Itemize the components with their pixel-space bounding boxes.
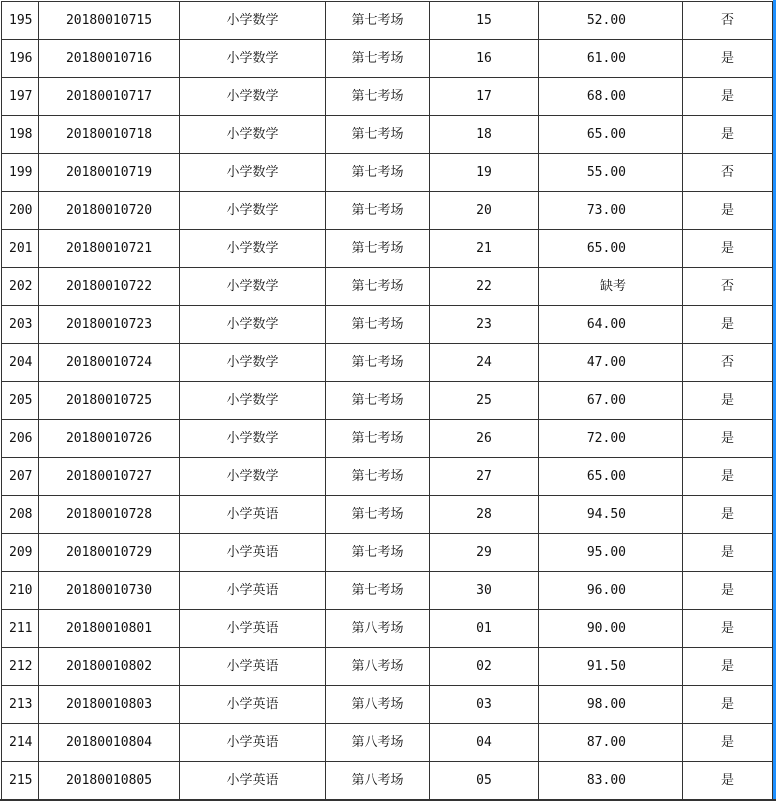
seat-number-cell: 24 [430, 344, 539, 382]
candidate-number-cell: 20180010729 [39, 534, 180, 572]
seat-number-cell: 01 [430, 610, 539, 648]
seat-number-cell: 23 [430, 306, 539, 344]
candidate-number-cell: 20180010718 [39, 116, 180, 154]
seat-number-cell: 30 [430, 572, 539, 610]
subject-cell: 小学英语 [180, 762, 326, 800]
row-index-cell: 196 [2, 40, 39, 78]
score-cell: 73.00 [539, 192, 683, 230]
qualified-cell: 否 [683, 154, 773, 192]
exam-site-cell: 第七考场 [326, 154, 430, 192]
table-row [2, 686, 773, 724]
score-cell: 65.00 [539, 458, 683, 496]
candidate-number-cell: 20180010721 [39, 230, 180, 268]
subject-cell: 小学数学 [180, 2, 326, 40]
score-table [1, 1, 773, 800]
score-cell: 91.50 [539, 648, 683, 686]
score-cell: 65.00 [539, 230, 683, 268]
score-cell: 95.00 [539, 534, 683, 572]
subject-cell: 小学数学 [180, 40, 326, 78]
seat-number-cell: 05 [430, 762, 539, 800]
qualified-cell: 是 [683, 648, 773, 686]
row-index-cell: 202 [2, 268, 39, 306]
subject-cell: 小学英语 [180, 610, 326, 648]
exam-site-cell: 第七考场 [326, 78, 430, 116]
row-index-cell: 210 [2, 572, 39, 610]
seat-number-cell: 04 [430, 724, 539, 762]
row-index-cell: 209 [2, 534, 39, 572]
candidate-number-cell: 20180010802 [39, 648, 180, 686]
qualified-cell: 否 [683, 2, 773, 40]
candidate-number-cell: 20180010805 [39, 762, 180, 800]
seat-number-cell: 26 [430, 420, 539, 458]
score-cell: 61.00 [539, 40, 683, 78]
seat-number-cell: 27 [430, 458, 539, 496]
score-cell: 65.00 [539, 116, 683, 154]
row-index-cell: 212 [2, 648, 39, 686]
exam-site-cell: 第七考场 [326, 458, 430, 496]
subject-cell: 小学数学 [180, 344, 326, 382]
qualified-cell: 是 [683, 420, 773, 458]
qualified-cell: 是 [683, 116, 773, 154]
score-cell: 64.00 [539, 306, 683, 344]
candidate-number-cell: 20180010715 [39, 2, 180, 40]
subject-cell: 小学英语 [180, 572, 326, 610]
subject-cell: 小学数学 [180, 230, 326, 268]
qualified-cell: 是 [683, 458, 773, 496]
seat-number-cell: 18 [430, 116, 539, 154]
table-body [2, 2, 773, 800]
exam-site-cell: 第七考场 [326, 116, 430, 154]
score-cell: 52.00 [539, 2, 683, 40]
row-index-cell: 200 [2, 192, 39, 230]
candidate-number-cell: 20180010723 [39, 306, 180, 344]
seat-number-cell: 03 [430, 686, 539, 724]
exam-site-cell: 第七考场 [326, 496, 430, 534]
exam-site-cell: 第七考场 [326, 572, 430, 610]
qualified-cell: 否 [683, 344, 773, 382]
table-row [2, 724, 773, 762]
score-cell: 87.00 [539, 724, 683, 762]
subject-cell: 小学数学 [180, 458, 326, 496]
exam-site-cell: 第八考场 [326, 648, 430, 686]
seat-number-cell: 25 [430, 382, 539, 420]
exam-site-cell: 第七考场 [326, 420, 430, 458]
qualified-cell: 否 [683, 268, 773, 306]
seat-number-cell: 16 [430, 40, 539, 78]
exam-site-cell: 第七考场 [326, 382, 430, 420]
row-index-cell: 206 [2, 420, 39, 458]
seat-number-cell: 02 [430, 648, 539, 686]
row-index-cell: 195 [2, 2, 39, 40]
candidate-number-cell: 20180010803 [39, 686, 180, 724]
row-index-cell: 203 [2, 306, 39, 344]
candidate-number-cell: 20180010727 [39, 458, 180, 496]
qualified-cell: 是 [683, 686, 773, 724]
candidate-number-cell: 20180010717 [39, 78, 180, 116]
row-index-cell: 214 [2, 724, 39, 762]
exam-site-cell: 第七考场 [326, 2, 430, 40]
score-cell: 94.50 [539, 496, 683, 534]
exam-site-cell: 第八考场 [326, 610, 430, 648]
candidate-number-cell: 20180010730 [39, 572, 180, 610]
table-row [2, 648, 773, 686]
table-row [2, 420, 773, 458]
table-row [2, 2, 773, 40]
subject-cell: 小学英语 [180, 648, 326, 686]
qualified-cell: 是 [683, 610, 773, 648]
score-cell: 90.00 [539, 610, 683, 648]
subject-cell: 小学数学 [180, 306, 326, 344]
seat-number-cell: 28 [430, 496, 539, 534]
table-row [2, 268, 773, 306]
score-cell: 55.00 [539, 154, 683, 192]
table-row [2, 78, 773, 116]
subject-cell: 小学数学 [180, 78, 326, 116]
table-row [2, 192, 773, 230]
row-index-cell: 199 [2, 154, 39, 192]
row-index-cell: 205 [2, 382, 39, 420]
candidate-number-cell: 20180010801 [39, 610, 180, 648]
score-cell: 67.00 [539, 382, 683, 420]
qualified-cell: 是 [683, 496, 773, 534]
subject-cell: 小学英语 [180, 724, 326, 762]
row-index-cell: 215 [2, 762, 39, 800]
candidate-number-cell: 20180010724 [39, 344, 180, 382]
exam-site-cell: 第七考场 [326, 268, 430, 306]
table-row [2, 154, 773, 192]
table-row [2, 458, 773, 496]
subject-cell: 小学数学 [180, 268, 326, 306]
seat-number-cell: 15 [430, 2, 539, 40]
exam-site-cell: 第七考场 [326, 230, 430, 268]
subject-cell: 小学英语 [180, 534, 326, 572]
seat-number-cell: 21 [430, 230, 539, 268]
table-row [2, 230, 773, 268]
subject-cell: 小学数学 [180, 382, 326, 420]
score-cell: 缺考 [539, 268, 683, 306]
table-row [2, 306, 773, 344]
table-row [2, 116, 773, 154]
table-row [2, 610, 773, 648]
subject-cell: 小学英语 [180, 496, 326, 534]
row-index-cell: 208 [2, 496, 39, 534]
subject-cell: 小学数学 [180, 192, 326, 230]
exam-site-cell: 第八考场 [326, 686, 430, 724]
candidate-number-cell: 20180010719 [39, 154, 180, 192]
table-row [2, 344, 773, 382]
exam-site-cell: 第八考场 [326, 762, 430, 800]
row-index-cell: 197 [2, 78, 39, 116]
candidate-number-cell: 20180010716 [39, 40, 180, 78]
row-index-cell: 213 [2, 686, 39, 724]
score-cell: 98.00 [539, 686, 683, 724]
qualified-cell: 是 [683, 192, 773, 230]
seat-number-cell: 22 [430, 268, 539, 306]
row-index-cell: 211 [2, 610, 39, 648]
table-row [2, 382, 773, 420]
seat-number-cell: 29 [430, 534, 539, 572]
row-index-cell: 204 [2, 344, 39, 382]
qualified-cell: 是 [683, 572, 773, 610]
table-row [2, 40, 773, 78]
row-index-cell: 198 [2, 116, 39, 154]
table-row [2, 572, 773, 610]
candidate-number-cell: 20180010728 [39, 496, 180, 534]
score-cell: 83.00 [539, 762, 683, 800]
candidate-number-cell: 20180010722 [39, 268, 180, 306]
exam-site-cell: 第七考场 [326, 306, 430, 344]
qualified-cell: 是 [683, 306, 773, 344]
qualified-cell: 是 [683, 382, 773, 420]
subject-cell: 小学数学 [180, 420, 326, 458]
qualified-cell: 是 [683, 40, 773, 78]
exam-site-cell: 第七考场 [326, 192, 430, 230]
subject-cell: 小学数学 [180, 116, 326, 154]
candidate-number-cell: 20180010726 [39, 420, 180, 458]
row-index-cell: 201 [2, 230, 39, 268]
score-cell: 96.00 [539, 572, 683, 610]
qualified-cell: 是 [683, 724, 773, 762]
qualified-cell: 是 [683, 78, 773, 116]
exam-site-cell: 第八考场 [326, 724, 430, 762]
score-cell: 68.00 [539, 78, 683, 116]
seat-number-cell: 20 [430, 192, 539, 230]
qualified-cell: 是 [683, 534, 773, 572]
table-row [2, 534, 773, 572]
table-row [2, 496, 773, 534]
score-cell: 47.00 [539, 344, 683, 382]
row-index-cell: 207 [2, 458, 39, 496]
table-row [2, 762, 773, 800]
subject-cell: 小学数学 [180, 154, 326, 192]
score-cell: 72.00 [539, 420, 683, 458]
qualified-cell: 是 [683, 762, 773, 800]
seat-number-cell: 19 [430, 154, 539, 192]
candidate-number-cell: 20180010720 [39, 192, 180, 230]
seat-number-cell: 17 [430, 78, 539, 116]
candidate-number-cell: 20180010725 [39, 382, 180, 420]
subject-cell: 小学英语 [180, 686, 326, 724]
candidate-number-cell: 20180010804 [39, 724, 180, 762]
exam-site-cell: 第七考场 [326, 344, 430, 382]
exam-site-cell: 第七考场 [326, 534, 430, 572]
exam-site-cell: 第七考场 [326, 40, 430, 78]
qualified-cell: 是 [683, 230, 773, 268]
